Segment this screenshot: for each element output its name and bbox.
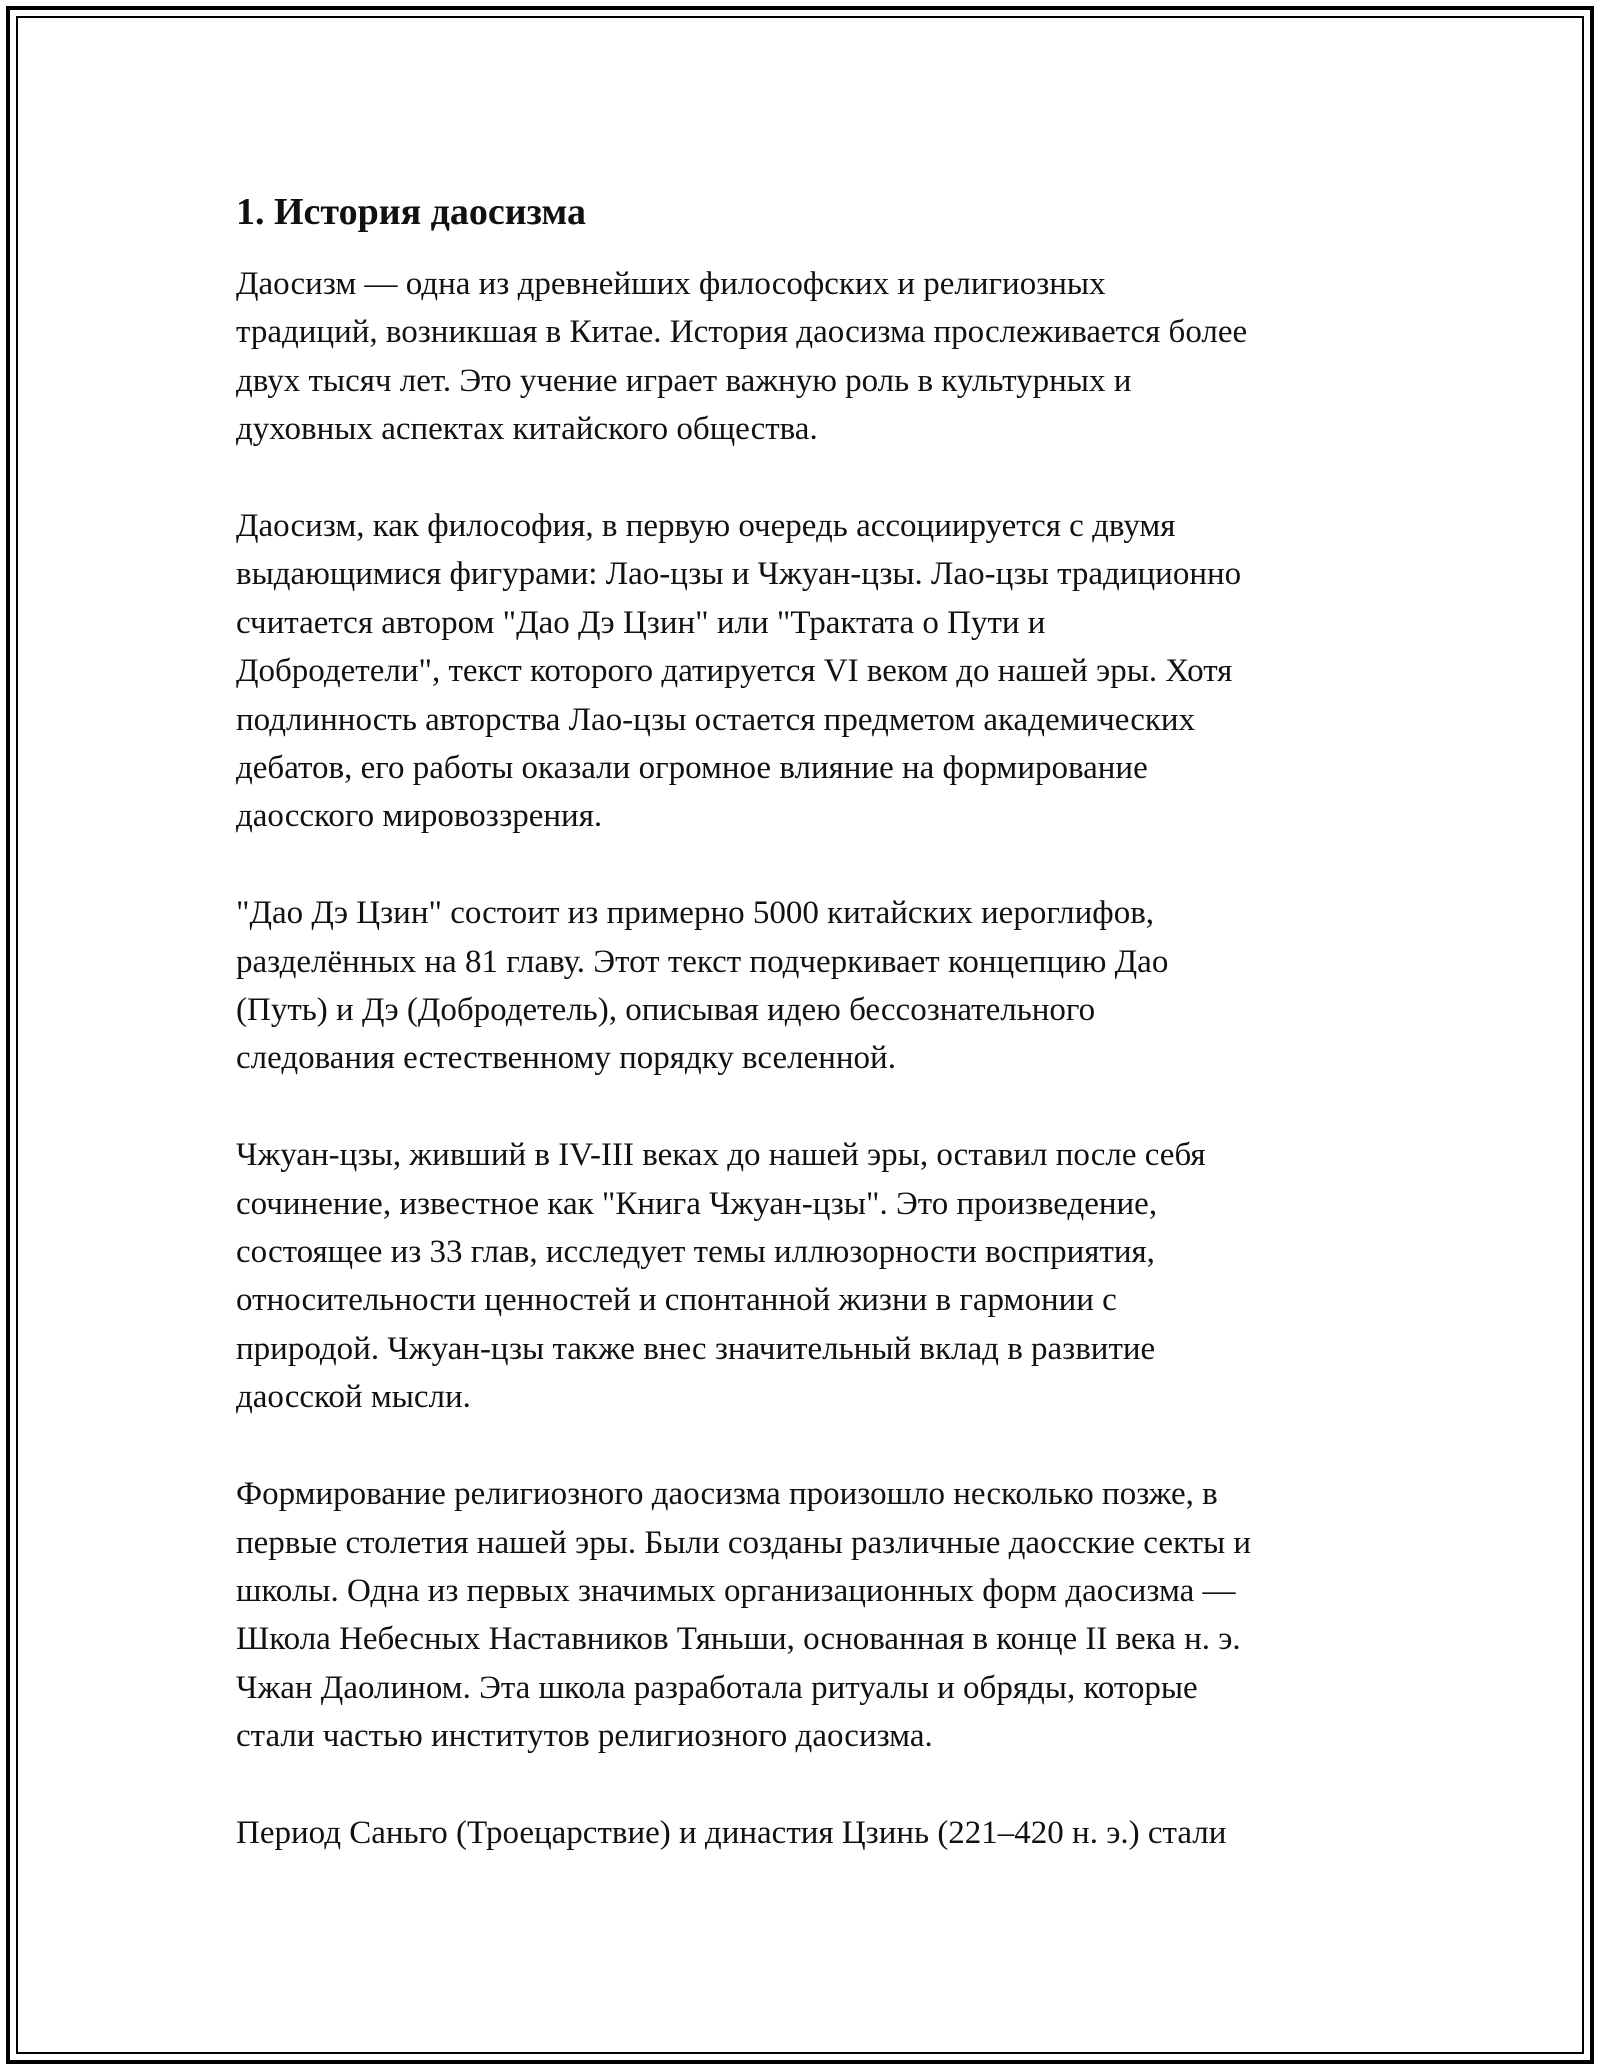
text-line: выдающимися фигурами: Лао-цзы и Чжуан-цзы. Лао-цзы традиционно bbox=[236, 556, 1242, 593]
text-line: состоящее из 33 глав, исследует темы иллюзорности восприятия, bbox=[236, 1234, 1155, 1271]
text-line: (Путь) и Дэ (Добродетель), описывая идею бессознательного bbox=[236, 992, 1096, 1029]
text-line: Формирование религиозного даосизма произошло несколько позже, в bbox=[236, 1476, 1218, 1513]
text-line: Период Саньго (Троецарствие) и династия Цзинь (221–420 н. э.) стали bbox=[236, 1814, 1227, 1851]
page-title: 1. История даосизма bbox=[236, 191, 587, 233]
text-line: дебатов, его работы оказали огромное влияние на формирование bbox=[236, 750, 1148, 787]
text-line: духовных аспектах китайского общества. bbox=[236, 411, 818, 448]
text-line: Чжуан-цзы, живший в IV-III веках до нашей эры, оставил после себя bbox=[236, 1137, 1206, 1174]
text-line: даосского мировоззрения. bbox=[236, 798, 603, 835]
text-line: считается автором "Дао Дэ Цзин" или "Трактата о Пути и bbox=[236, 604, 1046, 641]
text-line: даосской мысли. bbox=[236, 1379, 471, 1416]
text-line: Школа Небесных Наставников Тяньши, основанная в конце II века н. э. bbox=[236, 1621, 1241, 1658]
text-line: школы. Одна из первых значимых организационных форм даосизма — bbox=[236, 1572, 1236, 1609]
text-line: разделённых на 81 главу. Этот текст подчеркивает концепцию Дао bbox=[236, 943, 1169, 980]
text-line: Добродетели", текст которого датируется VI веком до нашей эры. Хотя bbox=[236, 653, 1233, 690]
paragraph-religious-daoism bbox=[236, 1470, 1396, 1760]
paragraph-intro bbox=[236, 260, 1396, 454]
text-line: относительности ценностей и спонтанной жизни в гармонии с bbox=[236, 1282, 1117, 1319]
document-body bbox=[236, 186, 1396, 1906]
text-line: "Дао Дэ Цзин" состоит из примерно 5000 китайских иероглифов, bbox=[236, 895, 1155, 932]
paragraph-philosophy bbox=[236, 502, 1396, 841]
text-line: стали частью институтов религиозного даосизма. bbox=[236, 1718, 933, 1755]
paragraph-three-kingdoms bbox=[236, 1809, 1396, 1857]
text-line: двух тысяч лет. Это учение играет важную роль в культурных и bbox=[236, 362, 1132, 399]
text-line: следования естественному порядку вселенной. bbox=[236, 1040, 896, 1077]
text-line: природой. Чжуан-цзы также внес значительный вклад в развитие bbox=[236, 1330, 1156, 1367]
text-line: первые столетия нашей эры. Были созданы различные даосские секты и bbox=[236, 1524, 1252, 1561]
text-line: подлинность авторства Лао-цзы остается предметом академических bbox=[236, 701, 1196, 738]
paragraph-zhuangzi bbox=[236, 1131, 1396, 1421]
paragraph-dao-de-jing bbox=[236, 889, 1396, 1083]
text-line: сочинение, известное как "Книга Чжуан-цзы". Это произведение, bbox=[236, 1185, 1158, 1222]
text-line: Даосизм, как философия, в первую очередь ассоциируется с двумя bbox=[236, 508, 1176, 545]
text-line: традиций, возникшая в Китае. История даосизма прослеживается более bbox=[236, 314, 1248, 351]
text-line: Даосизм — одна из древнейших философских и религиозных bbox=[236, 266, 1106, 302]
text-line: Чжан Даолином. Эта школа разработала ритуалы и обряды, которые bbox=[236, 1669, 1198, 1706]
